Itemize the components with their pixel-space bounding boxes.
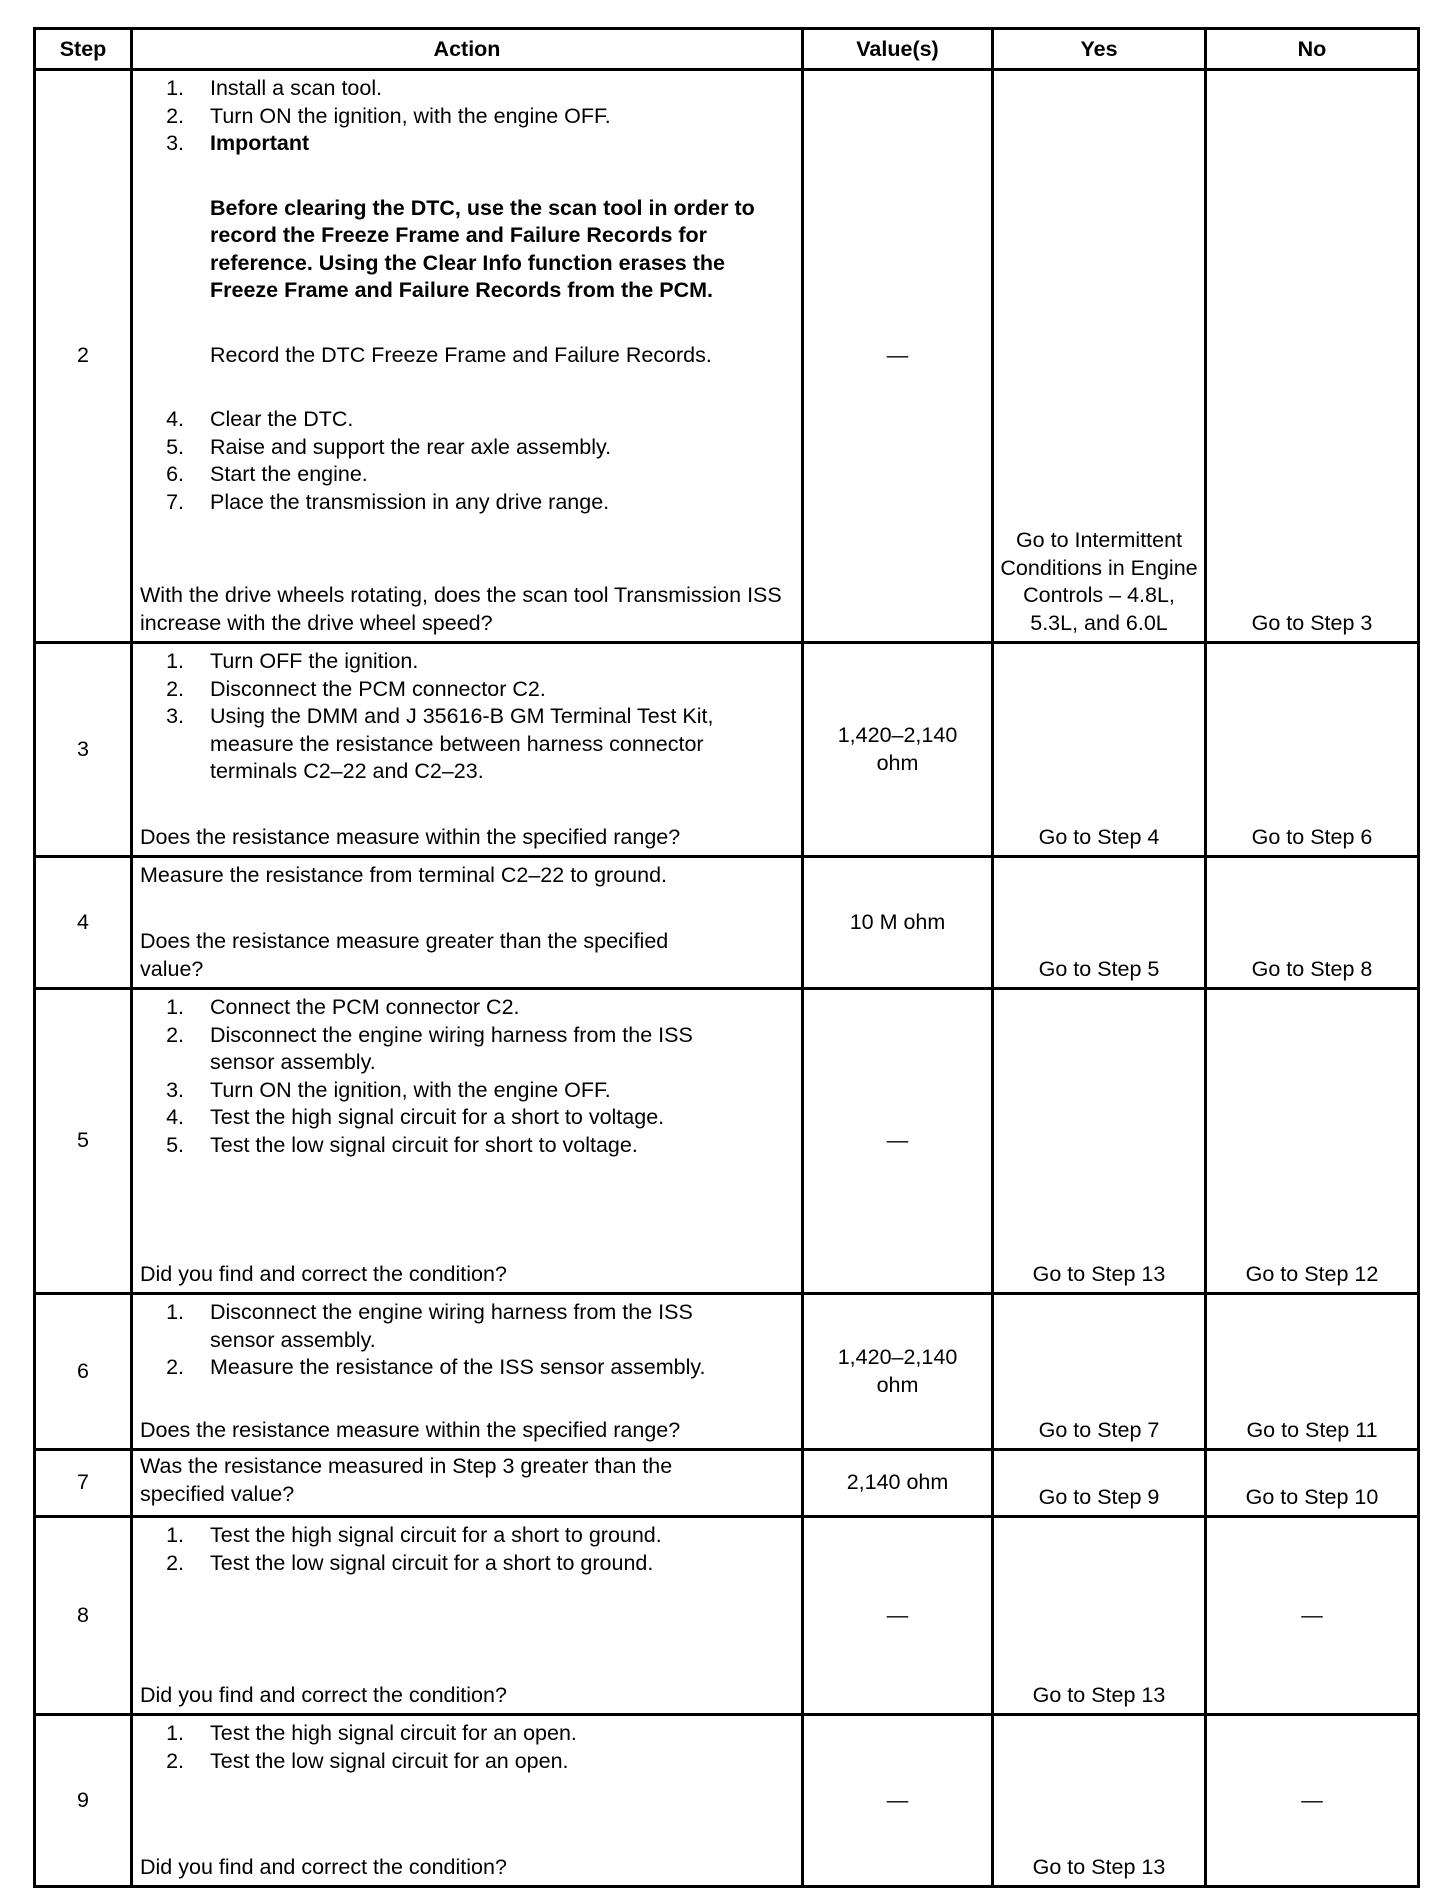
action-text: Measure the resistance from terminal C2–22 to ground. (140, 863, 668, 887)
header-action: Action (433, 37, 501, 61)
action-list (140, 1720, 795, 1775)
yes-text: Go to Step 13 (1032, 1682, 1166, 1707)
list-item: 1. Connect the PCM connector C2. (166, 995, 520, 1019)
step-number: 6 (77, 1358, 89, 1383)
yes-text: Go to Step 7 (1038, 1417, 1160, 1442)
value-cell: 10 M ohm (849, 909, 946, 934)
no-cell (1207, 1518, 1417, 1713)
action-list (140, 1522, 795, 1577)
step-number: 2 (77, 343, 89, 368)
action-cell (133, 858, 801, 987)
no-cell (1207, 858, 1417, 987)
list-item: 2. Test the low signal circuit for an open. (166, 1748, 569, 1773)
record-text: Record the DTC Freeze Frame and Failure Records. (210, 342, 712, 367)
value-cell: 1,420–2,140 ohm (837, 1345, 958, 1397)
list-item: 2. Turn ON the ignition, with the engine OFF. (166, 103, 611, 128)
yes-cell (994, 990, 1204, 1292)
yes-text: Go to Step 13 (1032, 1261, 1166, 1286)
list-item: 7. Place the transmission in any drive range. (166, 489, 610, 514)
action-cell (133, 1518, 801, 1713)
list-item: 3. Turn ON the ignition, with the engine OFF. (166, 1077, 611, 1102)
list-item: 1. Turn OFF the ignition. (166, 649, 419, 673)
header-values: Value(s) (856, 37, 939, 61)
action-list (140, 994, 795, 1159)
no-text: Go to Step 10 (1245, 1484, 1379, 1509)
list-item: 4. Test the high signal circuit for a short to voltage. (166, 1105, 665, 1129)
yes-text: Go to Step 5 (1038, 956, 1160, 981)
list-item: 6. Start the engine. (166, 462, 368, 486)
action-question: Did you find and correct the condition? (140, 1261, 507, 1286)
no-cell (1207, 1295, 1417, 1448)
action-cell (133, 1716, 801, 1885)
list-item: 5. Raise and support the rear axle assembly. (166, 434, 612, 459)
value-cell: 1,420–2,140 ohm (837, 723, 958, 775)
no-cell (1207, 644, 1417, 855)
value-cell: 2,140 ohm (846, 1470, 949, 1495)
value-cell: — (886, 343, 909, 368)
action-cell (133, 1295, 801, 1448)
action-list (140, 1299, 795, 1382)
yes-text: Go to Step 9 (1038, 1484, 1160, 1509)
important-note-item (140, 158, 795, 370)
action-cell (133, 644, 801, 855)
no-cell (1207, 1451, 1417, 1515)
important-note: Before clearing the DTC, use the scan tool in order to record the Freeze Frame and Failure Records for reference. Using the Clear Info function erases the Freeze Frame and Failure Records from the PCM. (210, 195, 755, 302)
yes-cell (994, 1451, 1204, 1515)
action-question: Does the resistance measure within the specified range? (140, 824, 681, 849)
list-item: 2. Disconnect the PCM connector C2. (166, 676, 546, 701)
no-cell (1207, 990, 1417, 1292)
no-cell (1207, 1716, 1417, 1885)
step-number: 3 (77, 736, 89, 761)
no-cell (1207, 71, 1417, 641)
step-number: 8 (77, 1602, 89, 1627)
action-question: Does the resistance measure within the specified range? (140, 1417, 681, 1442)
list-item: 2. Test the low signal circuit for a short to ground. (166, 1550, 654, 1575)
no-text: — (1301, 1602, 1323, 1627)
yes-cell (994, 858, 1204, 987)
header-no: No (1297, 37, 1327, 61)
action-cell (133, 990, 801, 1292)
value-cell: — (886, 1787, 909, 1812)
action-list (140, 648, 795, 786)
yes-cell (994, 1518, 1204, 1713)
no-text: — (1301, 1787, 1323, 1812)
header-yes: Yes (1080, 37, 1118, 61)
value-cell: — (886, 1602, 909, 1627)
no-text: Go to Step 3 (1251, 610, 1373, 635)
list-item: 5. Test the low signal circuit for short to voltage. (166, 1132, 638, 1157)
no-text: Go to Step 6 (1251, 824, 1373, 849)
list-item: 3. Important (166, 131, 310, 155)
action-question: Was the resistance measured in Step 3 greater than the specified value? (140, 1454, 673, 1506)
yes-cell (994, 1716, 1204, 1885)
no-text: Go to Step 8 (1251, 956, 1373, 981)
step-number: 9 (77, 1787, 89, 1812)
action-cell (133, 1451, 801, 1515)
value-cell: — (886, 1128, 909, 1153)
action-list (140, 406, 795, 516)
step-number: 7 (77, 1470, 89, 1495)
header-step: Step (59, 37, 107, 61)
yes-cell (994, 1295, 1204, 1448)
list-item: 1. Test the high signal circuit for an open. (166, 1721, 577, 1745)
yes-cell (994, 644, 1204, 855)
action-list (140, 75, 795, 369)
action-question: Does the resistance measure greater than the specified value? (140, 929, 669, 981)
action-cell (133, 71, 801, 641)
list-item: 3. Using the DMM and J 35616-B GM Terminal Test Kit, measure the resistance between harness connector terminals C2–22 and C2–23. (166, 704, 714, 783)
list-item: 1. Disconnect the engine wiring harness from the ISS sensor assembly. (166, 1300, 693, 1352)
action-question: With the drive wheels rotating, does the scan tool Transmission ISS increase with the drive wheel speed? (140, 583, 782, 635)
list-item: 4. Clear the DTC. (166, 407, 354, 431)
list-item: 1. Install a scan tool. (166, 76, 383, 100)
list-item: 2. Disconnect the engine wiring harness from the ISS sensor assembly. (166, 1022, 693, 1074)
list-item: 2. Measure the resistance of the ISS sensor assembly. (166, 1355, 706, 1379)
yes-cell (994, 71, 1204, 641)
step-number: 5 (77, 1128, 89, 1153)
no-text: Go to Step 11 (1246, 1417, 1378, 1442)
list-item: 1. Test the high signal circuit for a short to ground. (166, 1523, 662, 1547)
yes-text: Go to Step 13 (1032, 1854, 1166, 1879)
action-question: Did you find and correct the condition? (140, 1682, 507, 1707)
diagnostic-table (33, 27, 1420, 1888)
no-text: Go to Step 12 (1245, 1261, 1379, 1286)
action-question: Did you find and correct the condition? (140, 1854, 507, 1879)
yes-text: Go to Intermittent Conditions in Engine Controls – 4.8L, 5.3L, and 6.0L (1000, 528, 1198, 635)
step-number: 4 (77, 909, 89, 934)
yes-text: Go to Step 4 (1038, 824, 1160, 849)
